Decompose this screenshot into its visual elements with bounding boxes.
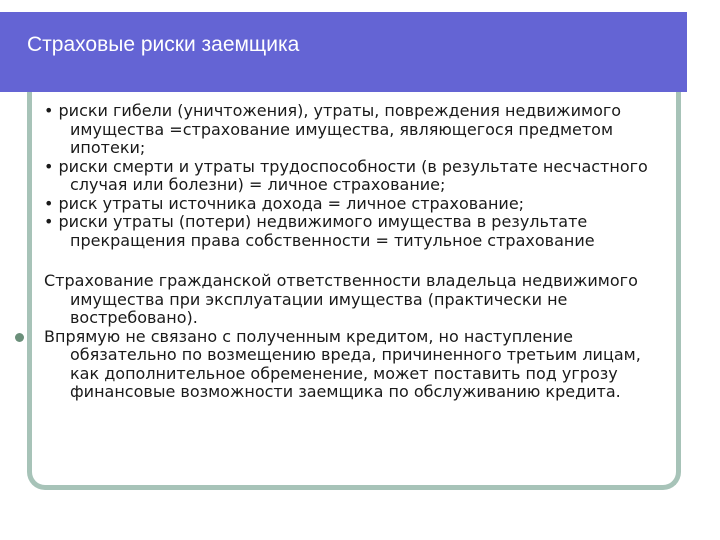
risk-item-title: • риски утраты (потери) недвижимого имущества в результате прекращения права собственности = титульное страхование — [44, 212, 595, 250]
liability-insurance-text: Страхование гражданской ответственности владельца недвижимого имущества при эксплуатации имущества (практически не востребовано). — [44, 271, 638, 327]
liability-note-text: Впрямую не связано с полученным кредитом, но наступление обязательно по возмещению вреда, причиненного третьим лицам, как дополнительное обременение, может поставить под угрозу финансовые возможности заемщика по обслуживанию кредита. — [44, 326, 641, 401]
risk-item-income: • риск утраты источника дохода = личное страхование; — [44, 193, 525, 213]
risk-item-life: • риски смерти и утраты трудоспособности (в результате несчастного случая или болезни) = личное страхование; — [44, 156, 648, 194]
slide-body — [44, 102, 674, 402]
spacer — [44, 250, 674, 272]
bullet-dot-icon — [15, 333, 24, 342]
slide-title: Страховые риски заемщика — [27, 33, 300, 56]
risk-item-property: • риски гибели (уничтожения), утраты, повреждения недвижимого имущества =страхование имущества, являющегося предметом ипотеки; — [44, 101, 622, 157]
liability-note — [44, 328, 674, 402]
